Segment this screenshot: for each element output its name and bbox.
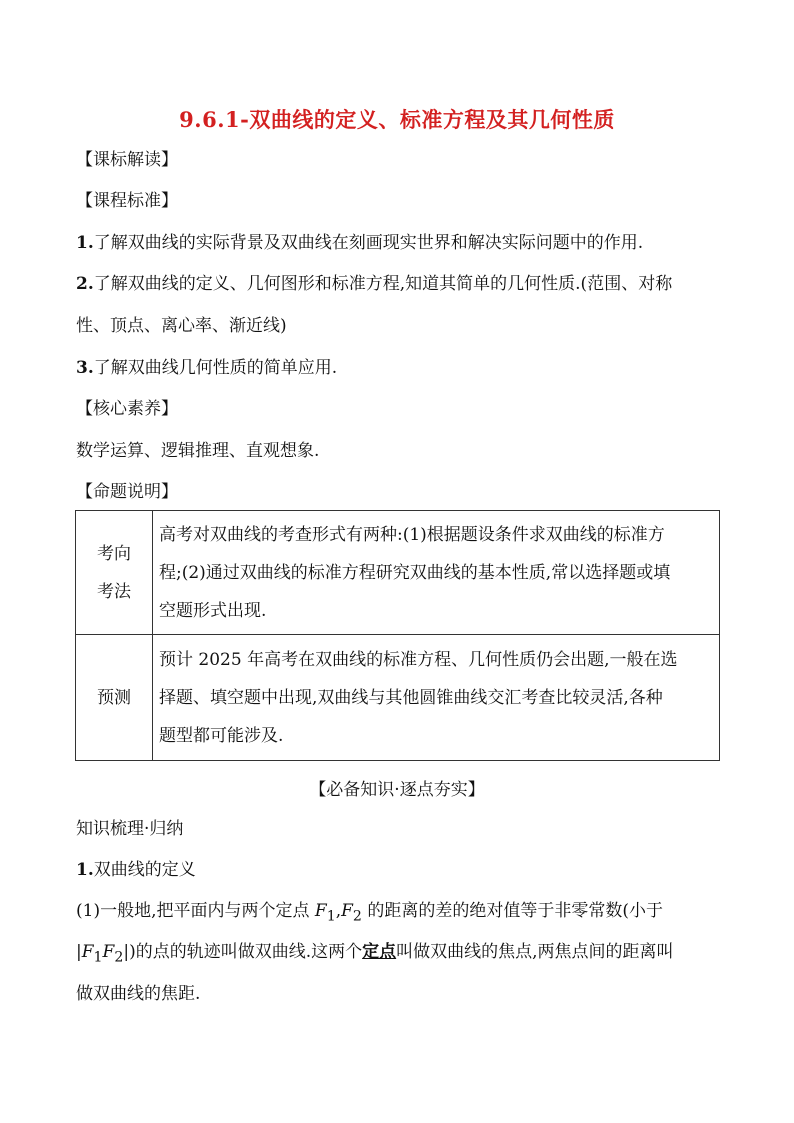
row-label: 考法 [97, 581, 131, 602]
standard-text: 性、顶点、离心率、渐近线) [76, 316, 287, 336]
hexin-text: 数学运算、逻辑推理、直观想象. [76, 441, 320, 461]
table-label-cell [76, 511, 153, 635]
standard-item-2-cont [76, 314, 287, 338]
standard-item-1 [76, 231, 643, 255]
definition-title: 双曲线的定义 [93, 860, 196, 880]
definition-paragraph-line-2 [76, 940, 674, 969]
row-text-line: 预计 2025 年高考在双曲线的标准方程、几何性质仍会出题,一般在选 [159, 649, 678, 670]
standard-item-3 [76, 356, 337, 380]
definition-heading [76, 858, 196, 882]
math-sub: 2 [114, 949, 124, 966]
text-run: (1)一般地,把平面内与两个定点 [76, 901, 315, 921]
standard-text: 了解双曲线几何性质的简单应用. [93, 358, 338, 378]
math-var: F [102, 942, 115, 962]
row-text-line: 高考对双曲线的考查形式有两种:(1)根据题设条件求双曲线的标准方 [159, 524, 665, 545]
section-kebiao-heading: 【课标解读】 [76, 150, 178, 170]
row-text-line: 择题、填空题中出现,双曲线与其他圆锥曲线交汇考查比较灵活,各种 [159, 687, 663, 708]
table-content-cell [153, 635, 720, 761]
math-sub: 1 [326, 908, 336, 925]
standard-num: 2. [76, 274, 94, 294]
row-text-line: 空题形式出现. [159, 600, 267, 621]
row-label: 预测 [97, 687, 131, 708]
bibei-heading: 【必备知识·逐点夯实】 [309, 780, 485, 800]
definition-num: 1. [76, 860, 94, 880]
math-var: F [81, 942, 94, 962]
math-sub: 1 [93, 949, 103, 966]
section-hexin-heading: 【核心素养】 [76, 399, 178, 419]
row-text-line: 程;(2)通过双曲线的标准方程研究双曲线的基本性质,常以选择题或填 [159, 562, 671, 583]
section-mingti-heading: 【命题说明】 [76, 482, 178, 502]
text-run: 的距离的差的绝对值等于非零常数(小于 [361, 901, 663, 921]
math-var: F [341, 901, 353, 921]
standard-num: 1. [76, 233, 94, 253]
math-var: F [314, 901, 327, 921]
text-run: | [76, 942, 82, 962]
definition-paragraph-line-3: 做双曲线的焦距. [76, 984, 201, 1004]
table-label-cell [76, 635, 153, 761]
row-text-line: 题型都可能涉及. [159, 725, 284, 746]
standard-text: 了解双曲线的实际背景及双曲线在刻画现实世界和解决实际问题中的作用. [93, 233, 644, 253]
text-run: 叫做双曲线的焦点,两焦点间的距离叫 [396, 942, 674, 962]
standard-item-2 [76, 272, 672, 296]
table-row [76, 635, 720, 761]
standard-num: 3. [76, 358, 94, 378]
zhishi-heading: 知识梳理·归纳 [76, 819, 184, 839]
standard-text: 了解双曲线的定义、几何图形和标准方程,知道其简单的几何性质.(范围、对称 [93, 274, 673, 294]
proposition-table [75, 510, 720, 761]
text-run: |)的点的轨迹叫做双曲线.这两个 [123, 942, 363, 962]
key-term: 定点 [362, 942, 397, 962]
row-label: 考向 [97, 543, 131, 564]
section-kecheng-heading: 【课程标准】 [76, 191, 178, 211]
page-title: 9.6.1-双曲线的定义、标准方程及其几何性质 [179, 107, 615, 132]
definition-paragraph-line-1 [76, 899, 663, 928]
table-content-cell [153, 511, 720, 635]
math-sub: 2 [352, 908, 362, 925]
table-row [76, 511, 720, 635]
text-run: , [335, 901, 342, 921]
